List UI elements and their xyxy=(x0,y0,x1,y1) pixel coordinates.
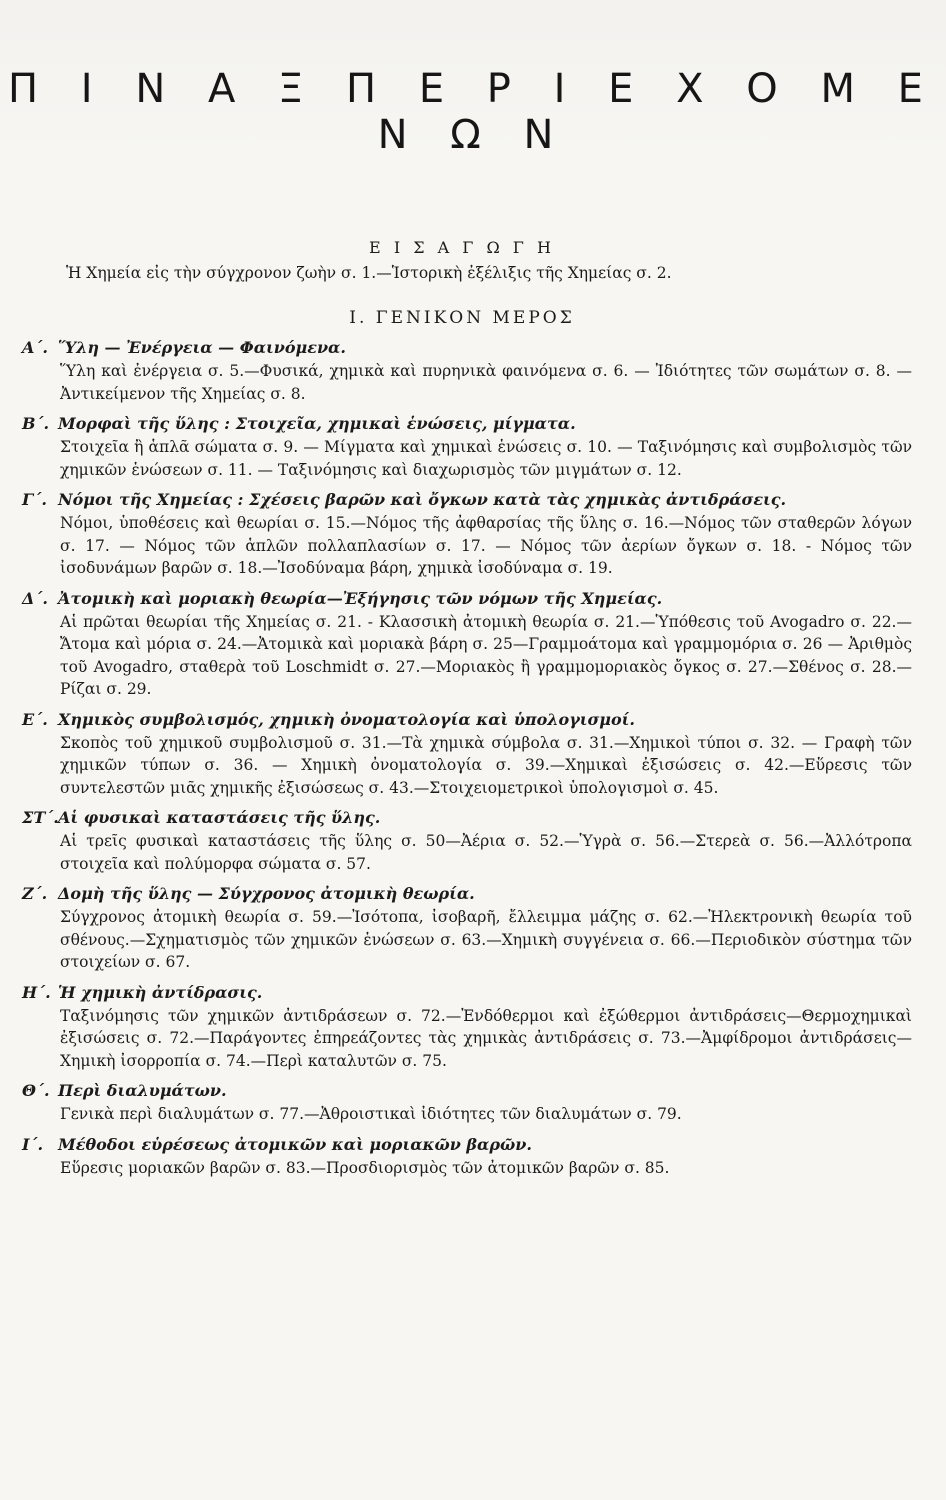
section-number: Θ΄. xyxy=(22,1081,50,1100)
section-heading: Περὶ διαλυμάτων. xyxy=(58,1081,227,1100)
part-heading: Ι. ΓΕΝΙΚΟΝ ΜΕΡΟΣ xyxy=(349,308,575,328)
section-entries: Αἱ πρῶται θεωρίαι τῆς Χημείας σ. 21. - Κλασσικὴ ἀτομικὴ θεωρία σ. 21.—Ὑπόθεσις τοῦ Avogadro σ. 22.—Ἄτομα καὶ μόρια σ. 24.—Ἀτομικὰ καὶ μοριακὰ βάρη σ. 25—Γραμμοάτομα καὶ γραμμομόρια σ. 26 — Ἀριθμὸς τοῦ Avogadro, σταθερὰ τοῦ Loschmidt σ. 27.—Μοριακὸς ἢ γραμμομοριακὸς ὄγκος σ. 27.—Σθένος σ. 28.—Ρίζαι σ. 29. xyxy=(60,612,912,698)
section-heading: Ὕλη — Ἐνέργεια — Φαινόμενα. xyxy=(58,338,346,357)
section-heading: Μορφαὶ τῆς ὕλης : Στοιχεῖα, χημικαὶ ἑνώσεις, μίγματα. xyxy=(58,414,576,433)
contents-section-d xyxy=(22,587,912,701)
section-entries: Σύγχρονος ἀτομικὴ θεωρία σ. 59.—Ἰσότοπα, ἰσοβαρῆ, ἔλλειμμα μάζης σ. 62.—Ἠλεκτρονικὴ θεωρία τοῦ σθένους.—Σχηματισμὸς τῶν χημικῶν ἑνώσεων σ. 63.—Χημικὴ συγγένεια σ. 66.—Περιοδικὸν σύστημα τῶν στοιχείων σ. 67. xyxy=(60,908,912,971)
contents-section-e xyxy=(22,708,912,800)
contents-section-i xyxy=(22,1133,912,1180)
section-heading: Αἱ φυσικαὶ καταστάσεις τῆς ὕλης. xyxy=(58,808,381,827)
section-heading: Μέθοδοι εὑρέσεως ἀτομικῶν καὶ μοριακῶν βαρῶν. xyxy=(58,1134,532,1154)
section-number: Ι΄. xyxy=(22,1134,44,1154)
intro-heading: Ε Ι Σ Α Γ Ω Γ Η xyxy=(369,238,555,257)
section-entries: Αἱ τρεῖς φυσικαὶ καταστάσεις τῆς ὕλης σ. 50—Ἀέρια σ. 52.—Ὑγρὰ σ. 56.—Στερεὰ σ. 56.—Ἀλλότροπα στοιχεῖα καὶ πολύμορφα σώματα σ. 57. xyxy=(60,832,912,873)
contents-section-th xyxy=(22,1079,912,1126)
page-title: Π Ι Ν Α Ξ Π Ε Ρ Ι Ε Χ Ο Μ Ε Ν Ω Ν xyxy=(8,66,938,158)
intro-text: Ἡ Χημεία εἰς τὴν σύγχρονον ζωὴν σ. 1.—Ἱστορικὴ ἐξέλιξις τῆς Χημείας σ. 2. xyxy=(66,264,672,282)
section-number: Α΄. xyxy=(22,338,48,357)
contents-section-h xyxy=(22,981,912,1073)
section-number: Η΄. xyxy=(22,982,51,1002)
section-entries: Σκοπὸς τοῦ χημικοῦ συμβολισμοῦ σ. 31.—Τὰ χημικὰ σύμβολα σ. 31.—Χημικοὶ τύποι σ. 32. — Γραφὴ τῶν χημικῶν τύπων σ. 36. — Χημικὴ ὀνοματολογία σ. 39.—Χημικαὶ ἐξισώσεις σ. 42.—Εὕρεσις τῶν συντελεστῶν μιᾶς χημικῆς ἐξισώσεως σ. 43.—Στοιχειομετρικοὶ ὑπολογισμοὶ σ. 45. xyxy=(60,733,912,797)
section-number: Ε΄. xyxy=(22,709,48,729)
section-number: ΣΤ΄. xyxy=(22,808,59,827)
section-heading: Χημικὸς συμβολισμός, χημικὴ ὀνοματολογία καὶ ὑπολογισμοί. xyxy=(58,709,635,729)
section-entries: Ὕλη καὶ ἐνέργεια σ. 5.—Φυσικά, χημικὰ καὶ πυρηνικὰ φαινόμενα σ. 6. — Ἰδιότητες τῶν σωμάτων σ. 8. — Ἀντικείμενον τῆς Χημείας σ. 8. xyxy=(60,362,912,403)
section-number: Β΄. xyxy=(22,414,50,433)
section-entries: Ταξινόμησις τῶν χημικῶν ἀντιδράσεων σ. 72.—Ἐνδόθερμοι καὶ ἐξώθερμοι ἀντιδράσεις—Θερμοχημικαὶ ἐξισώσεις σ. 72.—Παράγοντες ἐπηρεάζοντες τὰς χημικὰς ἀντιδράσεις σ. 73.—Ἀμφίδρομοι ἀντιδράσεις—Χημικὴ ἰσορροπία σ. 74.—Περὶ καταλυτῶν σ. 75. xyxy=(60,1006,912,1070)
section-number: Ζ΄. xyxy=(22,884,48,903)
section-heading: Νόμοι τῆς Χημείας : Σχέσεις βαρῶν καὶ ὄγκων κατὰ τὰς χημικὰς ἀντιδράσεις. xyxy=(58,490,787,509)
section-entries: Στοιχεῖα ἢ ἁπλᾶ σώματα σ. 9. — Μίγματα καὶ χημικαὶ ἑνώσεις σ. 10. — Ταξινόμησις καὶ συμβολισμὸς τῶν χημικῶν ἑνώσεων σ. 11. — Ταξινόμησις καὶ διαχωρισμὸς τῶν μιγμάτων σ. 12. xyxy=(60,438,912,479)
section-heading: Ἀτομικὴ καὶ μοριακὴ θεωρία—Ἐξήγησις τῶν νόμων τῆς Χημείας. xyxy=(58,588,663,608)
contents-section-a xyxy=(22,336,912,405)
section-entries: Νόμοι, ὑποθέσεις καὶ θεωρίαι σ. 15.—Νόμος τῆς ἀφθαρσίας τῆς ὕλης σ. 16.—Νόμος τῶν σταθερῶν λόγων σ. 17. — Νόμος τῶν ἁπλῶν πολλαπλασίων σ. 17. — Νόμος τῶν ἀερίων ὄγκων σ. 18. - Νόμος τῶν ἰσοδυνάμων βαρῶν σ. 18.—Ἰσοδύναμα βάρη, χημικὰ ἰσοδύναμα σ. 19. xyxy=(60,514,912,577)
contents-section-st xyxy=(22,806,912,875)
section-entries: Εὕρεσις μοριακῶν βαρῶν σ. 83.—Προσδιορισμὸς τῶν ἀτομικῶν βαρῶν σ. 85. xyxy=(60,1158,670,1177)
contents-section-b xyxy=(22,412,912,481)
section-heading: Ἡ χημικὴ ἀντίδρασις. xyxy=(58,982,263,1002)
contents-section-c xyxy=(22,488,912,580)
section-number: Δ΄. xyxy=(22,588,48,608)
contents-section-z xyxy=(22,882,912,974)
section-number: Γ΄. xyxy=(22,490,47,509)
section-heading: Δομὴ τῆς ὕλης — Σύγχρονος ἀτομικὴ θεωρία. xyxy=(58,884,475,903)
contents-list xyxy=(22,336,912,1186)
section-entries: Γενικὰ περὶ διαλυμάτων σ. 77.—Ἀθροιστικαὶ ἰδιότητες τῶν διαλυμάτων σ. 79. xyxy=(60,1105,682,1123)
